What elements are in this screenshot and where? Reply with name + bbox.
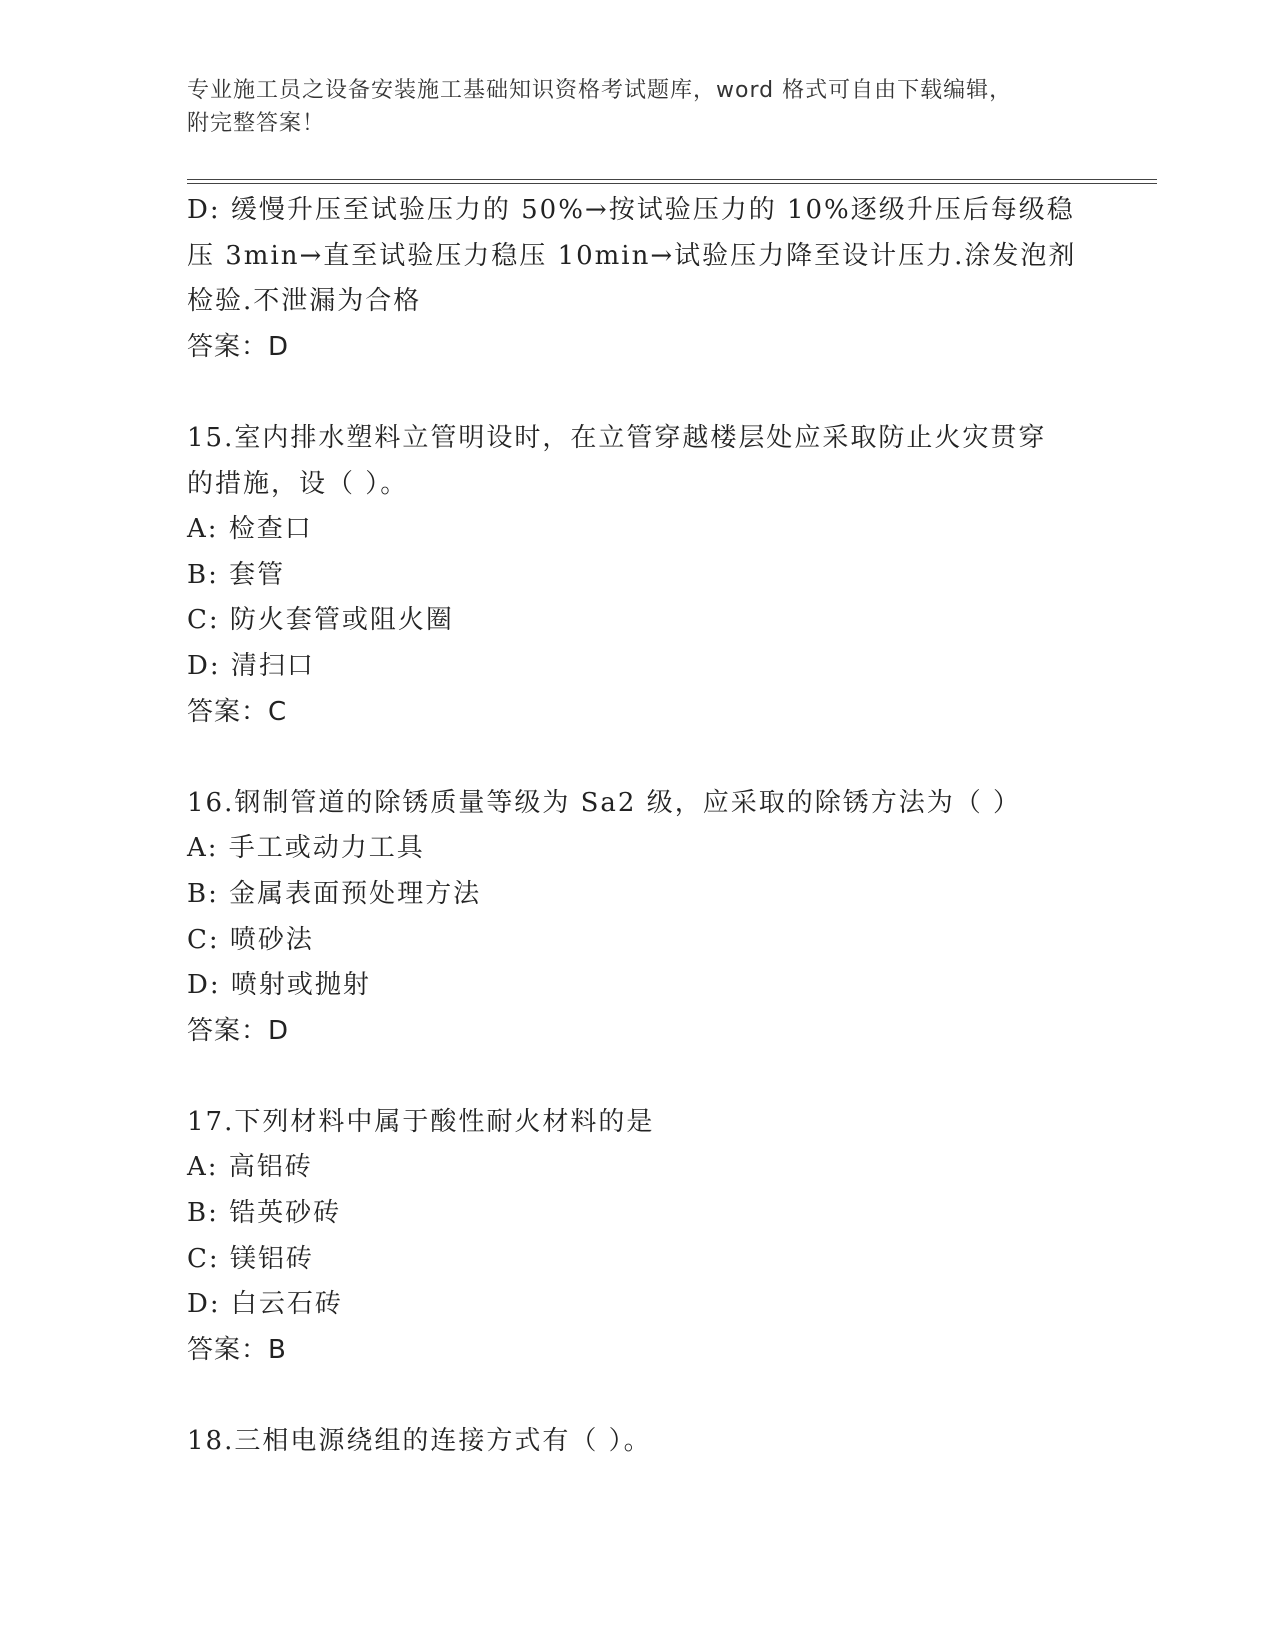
option-d-line: 压 3min→直至试验压力稳压 10min→试验压力降至设计压力.涂发泡剂 — [187, 240, 1077, 271]
option-b: B: 金属表面预处理方法 — [187, 878, 482, 909]
header-rule-bottom — [187, 183, 1157, 184]
answer-line: 答案：B — [187, 1334, 287, 1365]
option-a: A: 手工或动力工具 — [187, 833, 425, 864]
question-16 — [187, 781, 1087, 1055]
option-b: B: 套管 — [187, 559, 286, 590]
header-line-1: 专业施工员之设备安装施工基础知识资格考试题库，word 格式可自由下载编辑， — [187, 78, 1013, 103]
question-17 — [187, 1100, 1087, 1374]
option-b: B: 锆英砂砖 — [187, 1198, 342, 1229]
option-d-line: D: 缓慢升压至试验压力的 50%→按试验压力的 10%逐级升压后每级稳 — [187, 195, 1075, 225]
answer-line: 答案：D — [187, 1015, 290, 1046]
option-d: D: 清扫口 — [187, 650, 315, 681]
option-a: A: 检查口 — [187, 514, 313, 545]
option-c: C: 防火套管或阻火圈 — [187, 605, 454, 636]
option-c: C: 镁铝砖 — [187, 1243, 314, 1274]
option-d: D: 白云石砖 — [187, 1289, 343, 1320]
question-18 — [187, 1419, 1087, 1465]
option-a: A: 高铝砖 — [187, 1152, 313, 1183]
answer-line: 答案：C — [187, 696, 288, 727]
option-c: C: 喷砂法 — [187, 924, 314, 955]
question-14-tail — [187, 188, 1087, 370]
question-stem: 15.室内排水塑料立管明设时，在立管穿越楼层处应采取防止火灾贯穿 — [187, 422, 1047, 453]
question-stem: 的措施，设（ ）。 — [187, 468, 409, 499]
question-15 — [187, 416, 1087, 735]
question-stem: 18.三相电源绕组的连接方式有（ ）。 — [187, 1426, 652, 1457]
option-d: D: 喷射或抛射 — [187, 970, 371, 1001]
header-rule-top — [187, 179, 1157, 180]
question-stem: 16.钢制管道的除锈质量等级为 Sa2 级，应采取的除锈方法为（ ） — [187, 787, 1021, 818]
page-header — [187, 74, 1087, 140]
question-body — [187, 188, 1087, 1465]
answer-line: 答案：D — [187, 331, 290, 362]
question-stem: 17.下列材料中属于酸性耐火材料的是 — [187, 1106, 655, 1137]
header-line-2: 附完整答案！ — [187, 111, 326, 136]
option-d-line: 检验.不泄漏为合格 — [187, 286, 422, 317]
